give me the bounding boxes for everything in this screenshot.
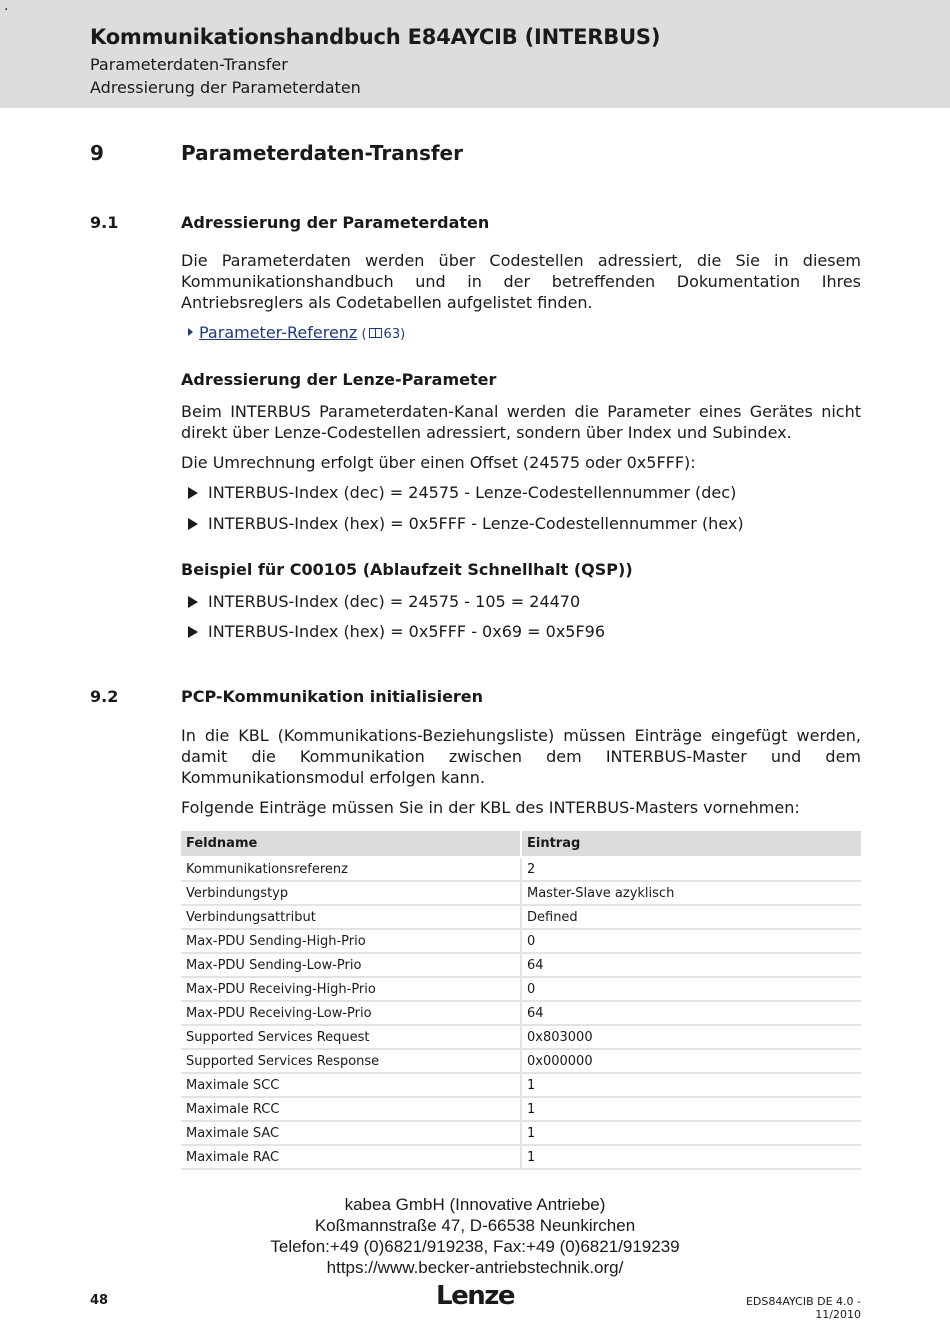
kbl-paragraph: In die KBL (Kommunikations-Beziehungsliste) müssen Einträge eingefügt werden, damit die Kommunikation zwischen dem INTERBUS-Master und dem Kommunikationsmodul erfolgen kann.: [181, 726, 861, 787]
cell-eintrag: Master-Slave azyklisch: [521, 881, 861, 905]
bullet-arrow-icon: [188, 596, 198, 608]
subsection-title-lenze-parameter: Adressierung der Lenze-Parameter: [181, 370, 497, 389]
subsection-title-example: Beispiel für C00105 (Ablaufzeit Schnellhalt (QSP)): [181, 560, 633, 579]
cell-eintrag: 64: [521, 1001, 861, 1025]
column-header-feldname: Feldname: [181, 831, 521, 857]
link-arrow-icon: [188, 328, 193, 336]
offset-paragraph: Die Umrechnung erfolgt über einen Offset (24575 oder 0x5FFF):: [181, 453, 696, 472]
table-row: [181, 1097, 861, 1121]
table-row: [181, 905, 861, 929]
bullet-item: INTERBUS-Index (hex) = 0x5FFF - Lenze-Codestellennummer (hex): [188, 513, 744, 534]
cell-feldname: Maximale RCC: [181, 1097, 521, 1121]
cell-eintrag: 1: [521, 1145, 861, 1169]
cell-feldname: Verbindungsattribut: [181, 905, 521, 929]
chapter-number: 9: [90, 141, 104, 165]
kbl-table: [181, 831, 861, 1170]
table-row: [181, 977, 861, 1001]
cell-eintrag: 1: [521, 1121, 861, 1145]
section-title: Adressierung der Parameterdaten: [181, 213, 490, 232]
cell-eintrag: 1: [521, 1097, 861, 1121]
chapter-title: Parameterdaten-Transfer: [181, 141, 463, 165]
header-subtitle-chapter: Parameterdaten-Transfer: [90, 55, 288, 74]
bullet-item: INTERBUS-Index (dec) = 24575 - Lenze-Codestellennummer (dec): [188, 482, 736, 503]
bullet-arrow-icon: [188, 487, 198, 499]
lenze-parameter-paragraph: Beim INTERBUS Parameterdaten-Kanal werden die Parameter eines Gerätes nicht direkt über Lenze-Codestellen adressiert, sondern über Index und Subindex.: [181, 402, 861, 442]
cell-feldname: Supported Services Request: [181, 1025, 521, 1049]
cell-feldname: Kommunikationsreferenz: [181, 857, 521, 881]
section-title: PCP-Kommunikation initialisieren: [181, 687, 484, 706]
cell-feldname: Verbindungstyp: [181, 881, 521, 905]
reference-link-row[interactable]: [188, 322, 405, 345]
section-number: 9.2: [90, 687, 119, 706]
contact-website: https://www.becker-antriebstechnik.org/: [326, 1258, 624, 1277]
cell-feldname: Maximale SCC: [181, 1073, 521, 1097]
cell-eintrag: 0x000000: [521, 1049, 861, 1073]
book-icon: [369, 328, 382, 338]
column-header-eintrag: Eintrag: [521, 831, 861, 857]
intro-paragraph: Die Parameterdaten werden über Codestellen adressiert, die Sie in diesem Kommunikationshandbuch und in der betreffenden Dokumentation Ihres Antriebsreglers als Codetabellen aufgelistet finden.: [181, 251, 861, 312]
cell-eintrag: 0x803000: [521, 1025, 861, 1049]
bullet-item: INTERBUS-Index (hex) = 0x5FFF - 0x69 = 0x5F96: [188, 621, 605, 642]
document-title: Kommunikationshandbuch E84AYCIB (INTERBUS): [90, 25, 661, 49]
cell-feldname: Supported Services Response: [181, 1049, 521, 1073]
contact-address: Koßmannstraße 47, D-66538 Neunkirchen: [314, 1216, 636, 1235]
table-row: [181, 1049, 861, 1073]
bullet-arrow-icon: [188, 626, 198, 638]
cell-eintrag: 1: [521, 1073, 861, 1097]
table-header-row: [181, 831, 861, 857]
cell-eintrag: 64: [521, 953, 861, 977]
table-row: [181, 953, 861, 977]
kbl-entries-paragraph: Folgende Einträge müssen Sie in der KBL des INTERBUS-Masters vornehmen:: [181, 798, 800, 817]
cell-feldname: Max-PDU Sending-High-Prio: [181, 929, 521, 953]
table-row: [181, 1001, 861, 1025]
header-subtitle-section: Adressierung der Parameterdaten: [90, 78, 361, 97]
lenze-logo: Lenze: [436, 1281, 514, 1311]
table-row: [181, 881, 861, 905]
cell-eintrag: 2: [521, 857, 861, 881]
table-row: [181, 929, 861, 953]
cell-feldname: Max-PDU Sending-Low-Prio: [181, 953, 521, 977]
corner-dot: ·: [4, 2, 9, 18]
cell-feldname: Maximale SAC: [181, 1121, 521, 1145]
cell-feldname: Maximale RAC: [181, 1145, 521, 1169]
cell-feldname: Max-PDU Receiving-High-Prio: [181, 977, 521, 1001]
document-id: EDS84AYCIB DE 4.0 - 11/2010: [745, 1295, 861, 1321]
parameter-reference-link[interactable]: Parameter-Referenz: [199, 323, 358, 342]
cell-feldname: Max-PDU Receiving-Low-Prio: [181, 1001, 521, 1025]
contact-company: kabea GmbH (Innovative Antriebe): [344, 1195, 606, 1214]
bullet-arrow-icon: [188, 518, 198, 530]
table-row: [181, 1121, 861, 1145]
cell-eintrag: 0: [521, 977, 861, 1001]
table-row: [181, 1025, 861, 1049]
page-reference: ( 63): [357, 327, 406, 342]
bullet-item: INTERBUS-Index (dec) = 24575 - 105 = 24470: [188, 591, 580, 612]
table-row: [181, 857, 861, 881]
cell-eintrag: Defined: [521, 905, 861, 929]
contact-phone-fax: Telefon:+49 (0)6821/919238, Fax:+49 (0)6821/919239: [270, 1237, 680, 1256]
table-row: [181, 1145, 861, 1169]
page-number: 48: [90, 1293, 109, 1308]
section-number: 9.1: [90, 213, 119, 232]
cell-eintrag: 0: [521, 929, 861, 953]
table-row: [181, 1073, 861, 1097]
